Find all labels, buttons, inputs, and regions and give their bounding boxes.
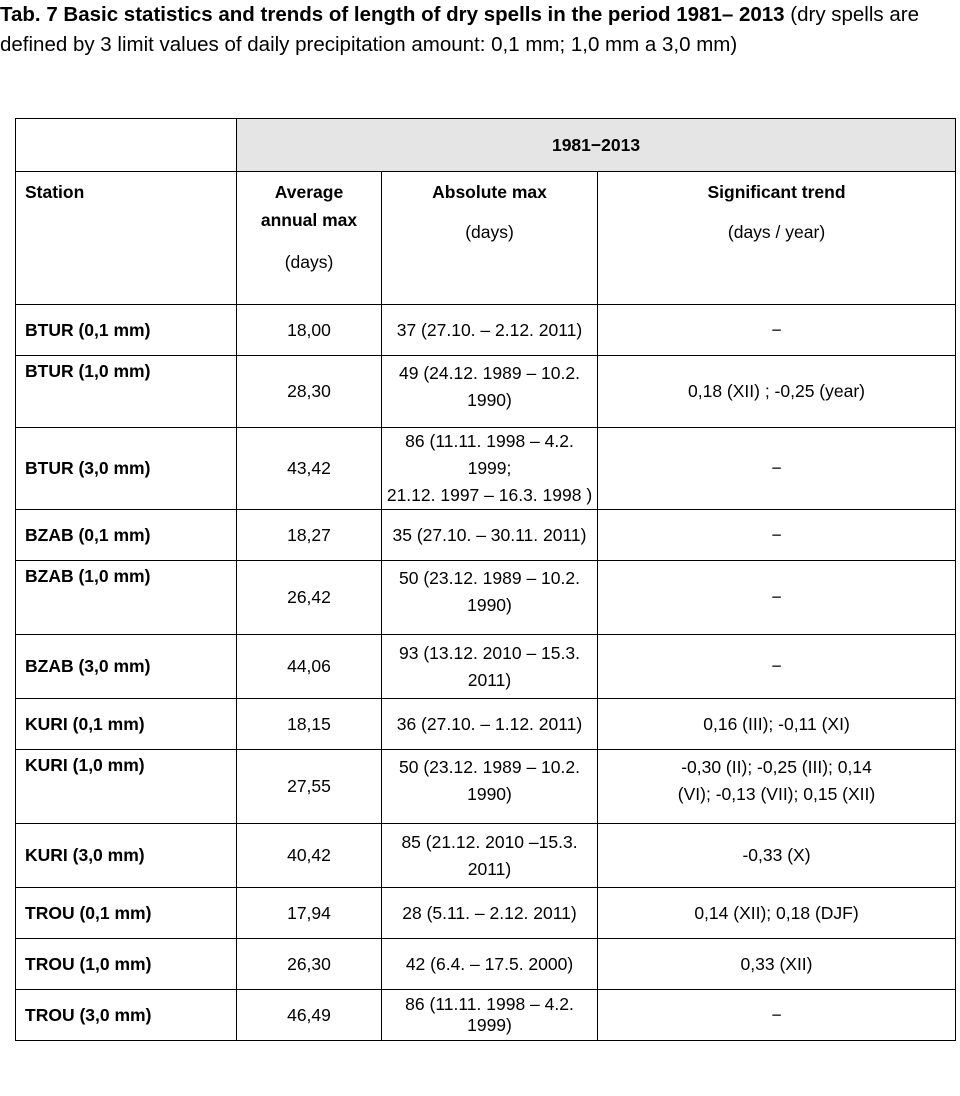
abs-cell: 28 (5.11. – 2.12. 2011)	[382, 888, 598, 939]
abs-cell-line2: 2011)	[467, 669, 512, 690]
abs-cell-line1: 86 (11.11. 1998 – 4.2. 1999;	[405, 431, 574, 478]
abs-cell-line2: 2011)	[467, 858, 512, 879]
trend-header-unit: (days / year)	[727, 222, 826, 242]
table-row	[16, 939, 956, 990]
table-row	[16, 750, 956, 824]
abs-cell: 35 (27.10. – 30.11. 2011)	[382, 510, 598, 561]
trend-cell: 0,33 (XII)	[598, 939, 956, 990]
abs-cell-line2: 1990)	[467, 390, 512, 410]
abs-cell-line1: 93 (13.12. 2010 – 15.3.	[399, 642, 580, 663]
station-cell: BTUR (1,0 mm)	[16, 356, 237, 428]
trend-cell: −	[598, 510, 956, 561]
station-cell: BZAB (3,0 mm)	[16, 635, 237, 699]
avg-cell: 17,94	[237, 888, 382, 939]
abs-cell: 42 (6.4. – 17.5. 2000)	[382, 939, 598, 990]
trend-cell: −	[598, 635, 956, 699]
header-row	[16, 172, 956, 305]
abs-cell: 36 (27.10. – 1.12. 2011)	[382, 699, 598, 750]
avg-header-unit: (days)	[284, 252, 334, 272]
avg-cell: 26,42	[237, 561, 382, 635]
avg-header-line2: annual max	[260, 210, 358, 230]
abs-cell	[382, 428, 598, 510]
abs-cell	[382, 750, 598, 824]
trend-cell: 0,14 (XII); 0,18 (DJF)	[598, 888, 956, 939]
abs-cell-line2: 21.12. 1997 – 16.3. 1998 )	[386, 485, 593, 505]
trend-cell: 0,16 (III); -0,11 (XI)	[598, 699, 956, 750]
table-row	[16, 510, 956, 561]
station-cell: BZAB (0,1 mm)	[16, 510, 237, 561]
caption-title: Tab. 7 Basic statistics and trends of length of dry spells in the period 1981– 2013	[0, 3, 785, 26]
table-row	[16, 635, 956, 699]
avg-cell: 18,00	[237, 305, 382, 356]
abs-header: Absolute max	[432, 182, 547, 202]
trend-cell-line2: (VI); -0,13 (VII); 0,15 (XII)	[677, 784, 876, 804]
period-header: 1981−2013	[237, 119, 956, 172]
station-cell: KURI (1,0 mm)	[16, 750, 237, 824]
avg-cell: 27,55	[237, 750, 382, 824]
avg-header-line1: Average	[274, 182, 344, 202]
trend-cell-line1: -0,30 (II); -0,25 (III); 0,14	[681, 757, 872, 777]
trend-cell: 0,18 (XII) ; -0,25 (year)	[598, 356, 956, 428]
station-cell: BTUR (3,0 mm)	[16, 428, 237, 510]
station-cell: KURI (3,0 mm)	[16, 824, 237, 888]
dry-spells-table	[15, 118, 956, 1041]
avg-cell: 18,15	[237, 699, 382, 750]
abs-cell-line2: 1990)	[467, 784, 512, 804]
avg-cell: 18,27	[237, 510, 382, 561]
trend-cell: −	[598, 561, 956, 635]
trend-header: Significant trend	[707, 182, 846, 202]
avg-cell: 44,06	[237, 635, 382, 699]
table-row	[16, 990, 956, 1041]
station-cell: KURI (0,1 mm)	[16, 699, 237, 750]
station-cell: TROU (1,0 mm)	[16, 939, 237, 990]
table-row	[16, 699, 956, 750]
table-row	[16, 356, 956, 428]
table-row	[16, 888, 956, 939]
abs-cell-line1: 49 (24.12. 1989 – 10.2.	[399, 363, 580, 383]
abs-cell	[382, 356, 598, 428]
trend-cell	[598, 750, 956, 824]
station-cell: TROU (0,1 mm)	[16, 888, 237, 939]
station-header: Station	[25, 182, 85, 202]
table-row	[16, 561, 956, 635]
trend-cell: −	[598, 990, 956, 1041]
abs-header-unit: (days)	[465, 222, 514, 242]
station-cell: TROU (3,0 mm)	[16, 990, 237, 1041]
trend-cell: −	[598, 428, 956, 510]
abs-cell	[382, 561, 598, 635]
table-row	[16, 305, 956, 356]
abs-cell-line1: 50 (23.12. 1989 – 10.2.	[399, 757, 580, 777]
station-cell: BZAB (1,0 mm)	[16, 561, 237, 635]
table-row	[16, 824, 956, 888]
avg-cell: 46,49	[237, 990, 382, 1041]
avg-cell: 28,30	[237, 356, 382, 428]
abs-cell-line1: 85 (21.12. 2010 –15.3.	[401, 831, 578, 852]
avg-cell: 43,42	[237, 428, 382, 510]
caption-description: (dry spells are defined by 3 limit values of daily precipitation amount: 0,1 mm; 1,0 mm a 3,0 mm)	[0, 3, 919, 56]
abs-cell	[382, 635, 598, 699]
table-row	[16, 428, 956, 510]
abs-cell: 37 (27.10. – 2.12. 2011)	[382, 305, 598, 356]
abs-cell	[382, 824, 598, 888]
avg-cell: 40,42	[237, 824, 382, 888]
trend-cell: -0,33 (X)	[598, 824, 956, 888]
abs-cell: 86 (11.11. 1998 – 4.2. 1999)	[382, 990, 598, 1041]
table-caption	[0, 0, 950, 60]
avg-cell: 26,30	[237, 939, 382, 990]
trend-cell: −	[598, 305, 956, 356]
abs-cell-line2: 1990)	[467, 595, 512, 615]
station-cell: BTUR (0,1 mm)	[16, 305, 237, 356]
abs-cell-line1: 50 (23.12. 1989 – 10.2.	[399, 568, 580, 588]
